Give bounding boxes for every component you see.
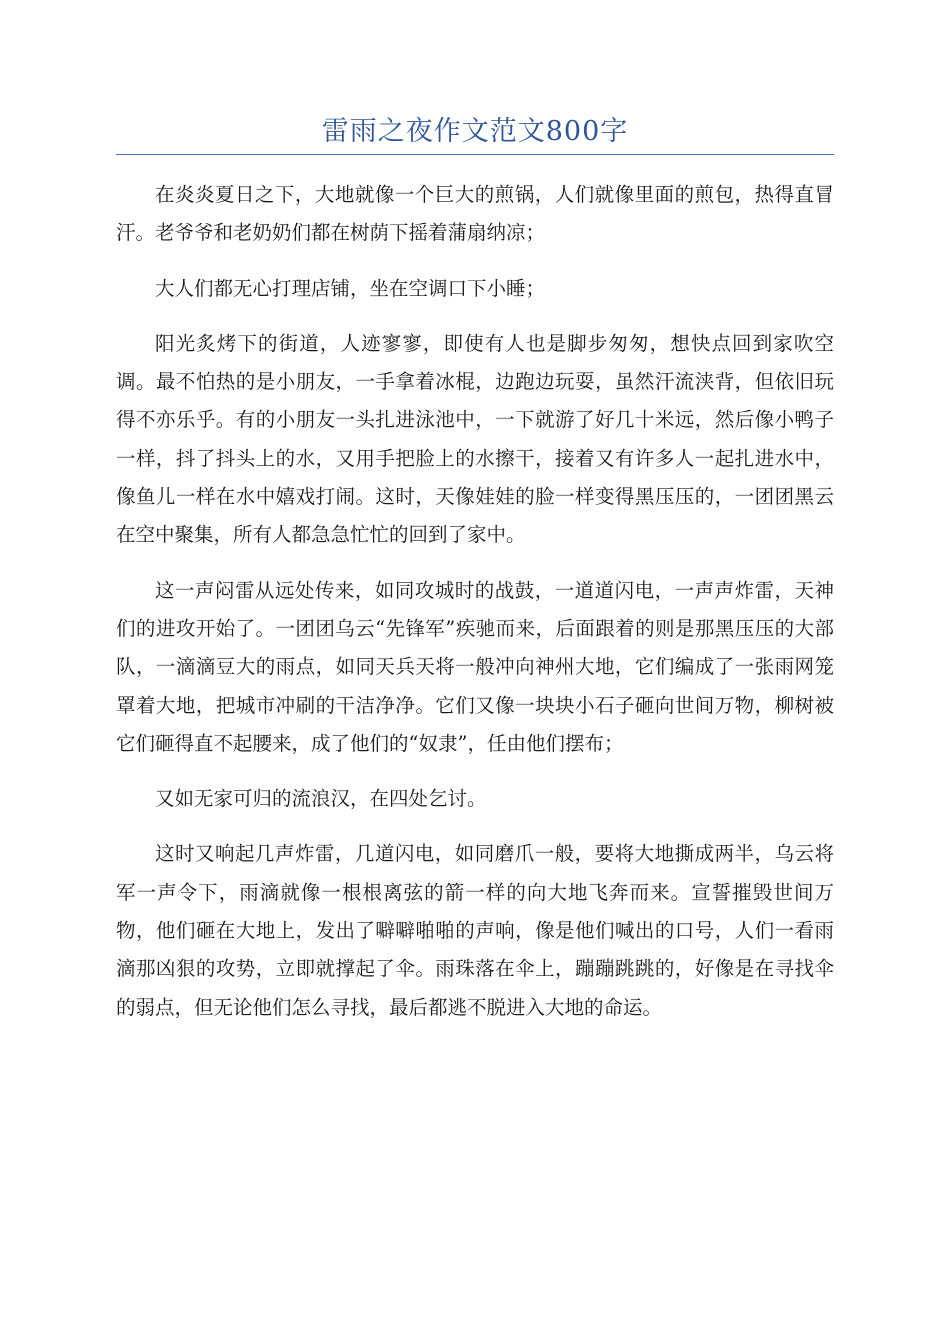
paragraph-1: 在炎炎夏日之下，大地就像一个巨大的煎锅，人们就像里面的煎包，热得直冒汗。老爷爷和老奶奶们都在树荫下摇着蒲扇纳凉； (116, 183, 834, 245)
document-title: 雷雨之夜作文范文800字 (321, 116, 629, 147)
document-body (116, 176, 834, 1044)
paragraph-5: 又如无家可归的流浪汉，在四处乞讨。 (155, 787, 487, 811)
title-underline (116, 154, 834, 155)
paragraph-6: 这时又响起几声炸雷，几道闪电，如同磨爪一般，要将大地撕成两半，乌云将军一声令下，雨滴就像一根根离弦的箭一样的向大地飞奔而来。宣誓摧毁世间万物，他们砸在大地上，发出了噼噼啪啪的声响，像是他们喊出的口号，人们一看雨滴那凶狠的攻势，立即就撑起了伞。雨珠落在伞上，蹦蹦跳跳的，好像是在寻找伞的弱点，但无论他们怎么寻找，最后都逃不脱进入大地的命运。 (116, 842, 834, 1019)
paragraph-3: 阳光炙烤下的街道，人迹寥寥，即使有人也是脚步匆匆，想快点回到家吹空调。最不怕热的是小朋友，一手拿着冰棍，边跑边玩耍，虽然汗流浃背，但依旧玩得不亦乐乎。有的小朋友一头扎进泳池中，一下就游了好几十米远，然后像小鸭子一样，抖了抖头上的水，又用手把脸上的水擦干，接着又有许多人一起扎进水中，像鱼儿一样在水中嬉戏打闹。这时，天像娃娃的脸一样变得黑压压的，一团团黑云在空中聚集，所有人都急急忙忙的回到了家中。 (116, 331, 834, 547)
paragraph-2: 大人们都无心打理店铺，坐在空调口下小睡； (155, 276, 546, 300)
paragraph-4: 这一声闷雷从远处传来，如同攻城时的战鼓，一道道闪电，一声声炸雷，天神们的进攻开始了。一团团乌云“先锋军”疾驰而来，后面跟着的则是那黑压压的大部队，一滴滴豆大的雨点，如同天兵天将一般冲向神州大地，它们编成了一张雨网笼罩着大地，把城市冲刷的干洁净净。它们又像一块块小石子砸向世间万物，柳树被它们砸得直不起腰来，成了他们的“奴隶”，任由他们摆布； (116, 578, 834, 755)
